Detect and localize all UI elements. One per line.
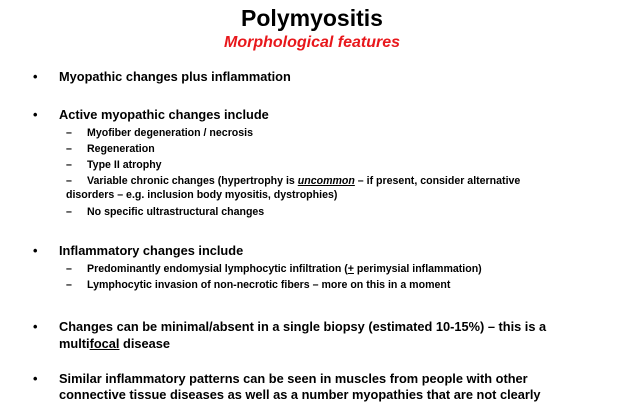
sub-item-text: Regeneration [87, 143, 155, 155]
sub-item-text: No specific ultrastructural changes [87, 206, 265, 218]
plus-minus-sign: + [347, 263, 354, 275]
bullet-text [59, 335, 579, 352]
bullet-glyph: • [33, 107, 38, 122]
text-part: – if present, consider alternative [354, 175, 521, 187]
bullet-glyph: • [33, 69, 38, 84]
emphasis-uncommon: uncommon [297, 175, 355, 187]
dash-glyph: – [66, 159, 72, 171]
sub-item-text: Myofiber degeneration / necrosis [87, 127, 254, 139]
dash-glyph: – [66, 143, 72, 155]
bullet-text: Active myopathic changes include [59, 107, 269, 122]
dash-glyph: – [66, 175, 72, 187]
bullet-text: Changes can be minimal/absent in a single biopsy (estimated 10-15%) – this is a [59, 319, 547, 334]
dash-glyph: – [66, 263, 72, 275]
text-part: perimysial inflammation) [353, 263, 482, 275]
bullet-text: Myopathic changes plus inflammation [59, 69, 291, 84]
dash-glyph: – [66, 206, 72, 218]
sub-item-text: Lymphocytic invasion of non-necrotic fibers – more on this in a moment [87, 279, 451, 291]
dash-glyph: – [66, 279, 72, 291]
text-part: multi [59, 336, 90, 351]
bullet-glyph: • [33, 319, 38, 334]
page-title: Polymyositis [241, 5, 383, 31]
bullet-text: Inflammatory changes include [59, 243, 244, 258]
page-subtitle: Morphological features [223, 34, 401, 51]
sub-item-text: disorders – e.g. inclusion body myositis, dystrophies) [66, 189, 338, 201]
dash-glyph: – [66, 127, 72, 139]
sub-item-text: Type II atrophy [87, 159, 162, 171]
bullet-glyph: • [33, 371, 38, 386]
text-part: Predominantly endomysial lymphocytic infiltration ( [87, 263, 348, 275]
text-part: Variable chronic changes (hypertrophy is [87, 175, 298, 187]
underlined-focal: focal [89, 336, 120, 351]
bullet-text: connective tissue diseases as well as a number myopathies that are not clearly [59, 387, 541, 402]
bullet-glyph: • [33, 243, 38, 258]
sub-item-text [87, 262, 557, 276]
text-part: disease [119, 336, 170, 351]
bullet-text: Similar inflammatory patterns can be seen in muscles from people with other [59, 371, 528, 386]
sub-item-text [87, 174, 557, 188]
